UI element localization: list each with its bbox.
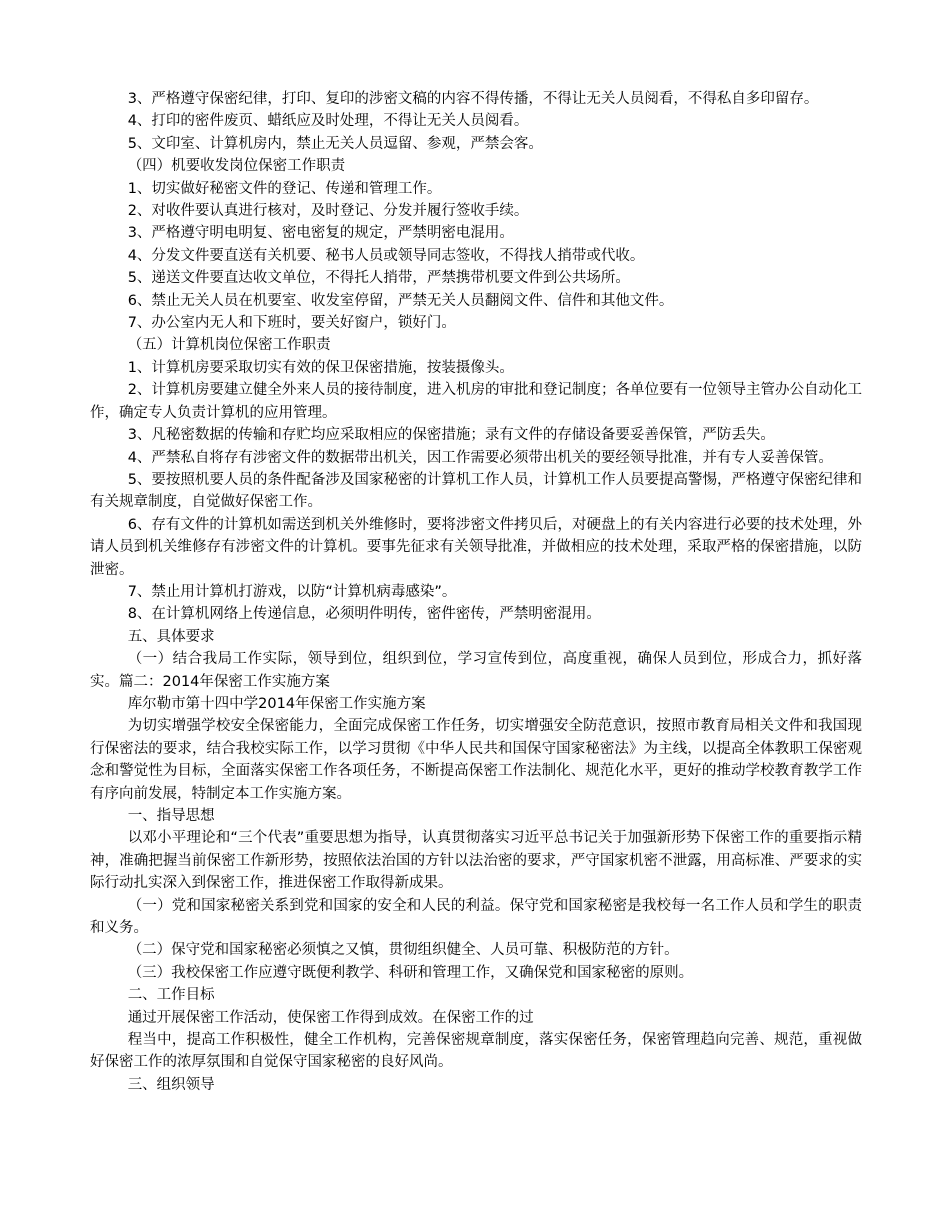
document-body bbox=[90, 88, 862, 1096]
paragraph-6: 2、对收件要认真进行核对，及时登记、分发并履行签收手续。 bbox=[127, 203, 529, 220]
paragraph-8: 4、分发文件要直送有关机要、秘书人员或领导同志签收，不得找人捎带或代收。 bbox=[127, 247, 645, 264]
paragraph-7: 3、严格遵守明电明复、密电密复的规定，严禁明密电混用。 bbox=[127, 225, 514, 242]
paragraph-17: 5、要按照机要人员的条件配备涉及国家秘密的计算机工作人员，计算机工作人员要提高警惕，严格遵守保密纪律和有关规章制度，自觉做好保密工作。 bbox=[90, 471, 862, 511]
paragraph-32: 程当中，提高工作积极性，健全工作机构，完善保密规章制度，落实保密任务，保密管理趋向完善、规范，重视做好保密工作的浓厚氛围和自觉保守国家秘密的良好风尚。 bbox=[90, 1032, 862, 1071]
paragraph-28: （二）保守党和国家秘密必须慎之又慎，贯彻组织健全、人员可靠、积极防范的方针。 bbox=[127, 942, 679, 959]
paragraph-5: 1、切实做好秘密文件的登记、传递和管理工作。 bbox=[127, 180, 442, 197]
paragraph-13: 1、计算机房要采取切实有效的保卫保密措施，按装摄像头。 bbox=[127, 359, 514, 376]
paragraph-9: 5、递送文件要直达收文单位，不得托人捎带，严禁携带机要文件到公共场所。 bbox=[127, 270, 630, 287]
document-title: 库尔勒市第十四中学2014年保密工作实施方案 bbox=[127, 695, 426, 712]
paragraph-18: 6、存有文件的计算机如需送到机关外维修时，要将涉密文件拷贝后，对硬盘上的有关内容进行必要的技术处理，外请人员到机关维修存有涉密文件的计算机。要事先征求有关领导批准，并做相应的技术处理，采取严格的保密措施，以防泄密。 bbox=[90, 516, 862, 578]
section-heading-25: 一、指导思想 bbox=[127, 808, 215, 824]
section-heading-30: 二、工作目标 bbox=[127, 987, 215, 1004]
paragraph-20: 8、在计算机网络上传递信息，必须明件明传，密件密传，严禁明密混用。 bbox=[127, 606, 601, 623]
paragraph-26: 以邓小平理论和“三个代表”重要思想为指导，认真贯彻落实习近平总书记关于加强新形势下保密工作的重要指示精神，准确把握当前保密工作新形势，按照依法治国的方针以法治密的要求，严守国家机密不泄露，用高标准、严要求的实际行动扎实深入到保密工作，推进保密工作取得新成果。 bbox=[90, 830, 862, 892]
paragraph-3: 5、文印室、计算机房内，禁止无关人员逗留、参观，严禁会客。 bbox=[127, 135, 543, 152]
paragraph-1: 3、严格遵守保密纪律，打印、复印的涉密文稿的内容不得传播，不得让无关人员阅看，不得私自多印留存。 bbox=[127, 91, 819, 107]
paragraph-10: 6、禁止无关人员在机要室、收发室停留，严禁无关人员翻阅文件、信件和其他文件。 bbox=[127, 292, 674, 309]
section-heading-33: 三、组织领导 bbox=[127, 1076, 215, 1093]
paragraph-16: 4、严禁私自将存有涉密文件的数据带出机关，因工作需要必须带出机关的要经领导批准，并有专人妥善保管。 bbox=[127, 449, 833, 466]
section-heading-12: （五）计算机岗位保密工作职责 bbox=[127, 337, 331, 354]
paragraph-19: 7、禁止用计算机打游戏，以防“计算机病毒感染”。 bbox=[127, 583, 457, 600]
paragraph-31: 通过开展保密工作活动，使保密工作得到成效。在保密工作的过 bbox=[127, 1009, 534, 1026]
paragraph-24: 为切实增强学校安全保密能力，全面完成保密工作任务，切实增强安全防范意识，按照市教育局相关文件和我国现行保密法的要求，结合我校实际工作，以学习贯彻《中华人民共和国保守国家秘密法》为主线，以提高全体教职工保密观念和警觉性为目标，全面落实保密工作各项任务，不断提高保密工作法制化、规范化水平，更好的推动学校教育教学工作有序向前发展，特制定本工作实施方案。 bbox=[90, 718, 862, 802]
paragraph-29: （三）我校保密工作应遵守既便利教学、科研和管理工作，又确保党和国家秘密的原则。 bbox=[127, 964, 694, 981]
section-heading-4: （四）机要收发岗位保密工作职责 bbox=[127, 158, 346, 175]
paragraph-15: 3、凡秘密数据的传输和存贮均应采取相应的保密措施；录有文件的存储设备要妥善保管，严防丢失。 bbox=[127, 427, 775, 444]
paragraph-2: 4、打印的密件废页、蜡纸应及时处理，不得让无关人员阅看。 bbox=[127, 113, 529, 130]
paragraph-11: 7、办公室内无人和下班时，要关好窗户，锁好门。 bbox=[127, 315, 456, 332]
paragraph-27: （一）党和国家秘密关系到党和国家的安全和人民的利益。保守党和国家秘密是我校每一名工作人员和学生的职责和义务。 bbox=[90, 897, 862, 937]
paragraph-22: （一）结合我局工作实际，领导到位，组织到位，学习宣传到位，高度重视，确保人员到位，形成合力，抓好落实。篇二：2014年保密工作实施方案 bbox=[90, 651, 862, 690]
paragraph-14: 2、计算机房要建立健全外来人员的接待制度，进入机房的审批和登记制度；各单位要有一位领导主管办公自动化工作，确定专人负责计算机的应用管理。 bbox=[90, 382, 862, 421]
section-heading-21: 五、具体要求 bbox=[127, 628, 215, 645]
